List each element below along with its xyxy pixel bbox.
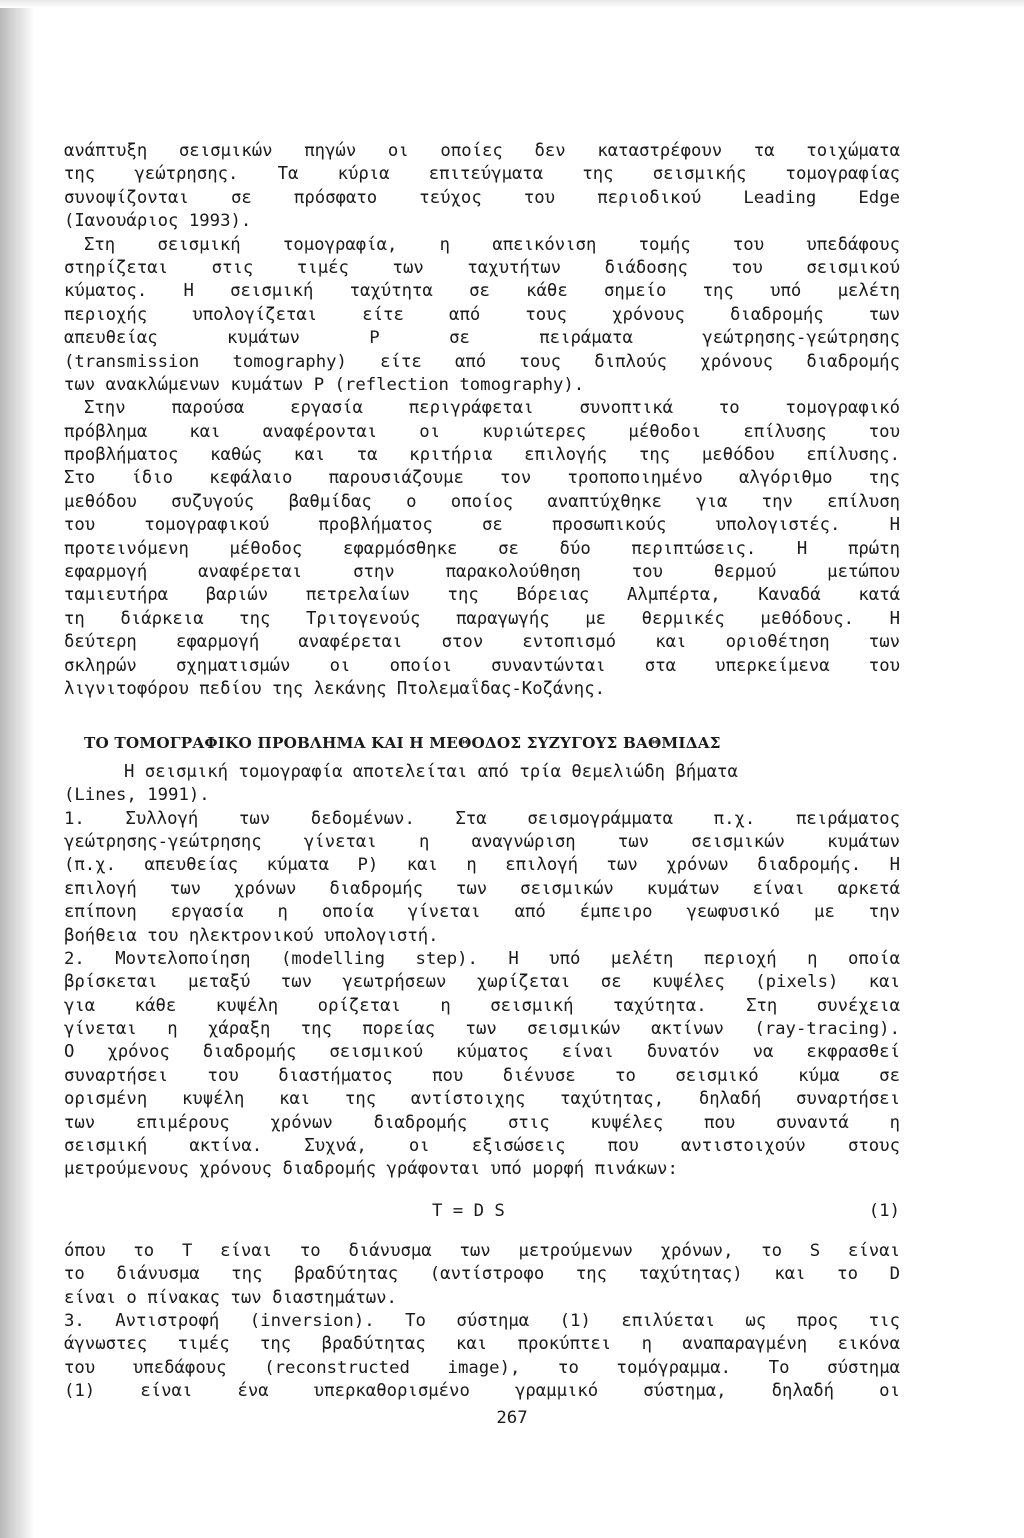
- text-line: απευθείας κυμάτων P σε πειράματα γεώτρησης-γεώτρησης: [64, 328, 900, 349]
- text-line: πρόβλημα και αναφέρονται οι κυριώτερες μέθοδοι επίλυσης του: [64, 421, 900, 442]
- text-line: της γεώτρησης. Τα κύρια επιτεύγματα της σεισμικής τομογραφίας: [64, 164, 900, 185]
- scan-binding-shadow: [0, 0, 34, 1538]
- text-line: όπου το T είναι το διάνυσμα των μετρούμενων χρόνων, το S είναι: [64, 1240, 900, 1261]
- text-line: δεύτερη εφαρμογή αναφέρεται στον εντοπισμό και οριοθέτηση των: [64, 632, 900, 653]
- paragraph-equation-explanation: [64, 1240, 900, 1310]
- text-line: συναρτήσει του διαστήματος που διένυσε το σεισμικό κύμα σε: [64, 1065, 900, 1086]
- text-line: Ο χρόνος διαδρομής σεισμικού κύματος είναι δυνατόν να εκφρασθεί: [64, 1042, 900, 1063]
- text-line: γεώτρησης-γεώτρησης γίνεται η αναγνώριση των σεισμικών κυμάτων: [64, 831, 900, 852]
- text-line: βοήθεια του ηλεκτρονικού υπολογιστή.: [64, 925, 439, 946]
- text-line: ορισμένη κυψέλη και της αντίστοιχης ταχύτητας, δηλαδή συναρτήσει: [64, 1089, 900, 1110]
- text-line: προτεινόμενη μέθοδος εφαρμόσθηκε σε δύο περιπτώσεις. Η πρώτη: [64, 538, 900, 559]
- paragraph-intro-continued: [64, 140, 900, 234]
- text-line: (transmission tomography) είτε από τους διπλούς χρόνους διαδρομής: [64, 351, 900, 372]
- section-spacer: [64, 701, 900, 724]
- text-line: ταμιευτήρα βαριών πετρελαίων της Βόρειας Αλμπέρτα, Καναδά κατά: [64, 585, 900, 606]
- text-line: 1. Συλλογή των δεδομένων. Στα σεισμογράμματα π.χ. πειράματος: [64, 808, 900, 829]
- page-number: 267: [496, 1408, 528, 1428]
- text-line: των επιμέρους χρόνων διαδρομής στις κυψέλες που συναντά η: [64, 1112, 900, 1133]
- text-line: του τομογραφικού προβλήματος σε προσωπικούς υπολογιστές. Η: [64, 515, 900, 536]
- text-line: Στην παρούσα εργασία περιγράφεται συνοπτικά το τομογραφικό: [84, 398, 900, 419]
- text-line: εφαρμογή αναφέρεται στην παρακολούθηση του θερμού μετώπου: [64, 562, 900, 583]
- text-line: άγνωστες τιμές της βραδύτητας και προκύπτει η αναπαραγμένη εικόνα: [64, 1334, 900, 1355]
- text-line: Στη σεισμική τομογραφία, η απεικόνιση τομής του υπεδάφους: [84, 234, 900, 255]
- text-line: βρίσκεται μεταξύ των γεωτρήσεων χωρίζεται σε κυψέλες (pixels) και: [64, 972, 900, 993]
- text-line: σεισμική ακτίνα. Συχνά, οι εξισώσεις που αντιστοιχούν στους: [64, 1136, 900, 1157]
- text-line: (Lines, 1991).: [64, 785, 210, 806]
- text-line: Η σεισμική τομογραφία αποτελείται από τρία θεμελιώδη βήματα: [124, 761, 738, 782]
- paragraph-three-steps: [64, 761, 900, 808]
- text-line: των ανακλώμενων κυμάτων P (reflection tomography).: [64, 374, 585, 395]
- text-line: (π.χ. απευθείας κύματα P) και η επιλογή των χρόνων διαδρομής. Η: [64, 855, 900, 876]
- equation: T = D S: [432, 1200, 505, 1221]
- section-heading: ΤΟ ΤΟΜΟΓΡΑΦΙΚΟ ΠΡΟΒΛΗΜΑ ΚΑΙ Η ΜΕΘΟΔΟΣ ΣΥΖΥΓΟΥΣ ΒΑΘΜΙΔΑΣ: [84, 733, 721, 752]
- text-line: λιγνιτοφόρου πεδίου της λεκάνης Πτολεμαΐδας-Κοζάνης.: [64, 678, 606, 699]
- scan-top-shadow: [0, 0, 1024, 8]
- paragraph-tomography-definition: [64, 234, 900, 398]
- text-line: επίπονη εργασία η οποία γίνεται από έμπειρο γεωφυσικό με την: [64, 902, 900, 923]
- text-line: γίνεται η χάραξη της πορείας των σεισμικών ακτίνων (ray-tracing).: [64, 1019, 900, 1040]
- paragraph-paper-outline: [64, 397, 900, 701]
- text-line: του υπεδάφους (reconstructed image), το τομόγραμμα. Το σύστημα: [64, 1357, 900, 1378]
- step-inversion: [64, 1310, 900, 1404]
- page-body: [64, 140, 900, 1404]
- text-line: για κάθε κυψέλη ορίζεται η σεισμική ταχύτητα. Στη συνέχεια: [64, 995, 900, 1016]
- text-line: συνοψίζονται σε πρόσφατο τεύχος του περιοδικού Leading Edge: [64, 187, 900, 208]
- text-line: σκληρών σχηματισμών οι οποίοι συναντώνται στα υπερκείμενα του: [64, 655, 900, 676]
- equation-number: (1): [868, 1200, 900, 1221]
- text-line: 3. Αντιστροφή (inversion). Το σύστημα (1) επιλύεται ως προς τις: [64, 1310, 900, 1331]
- text-line: μεθόδου συζυγούς βαθμίδας ο οποίος αναπτύχθηκε για την επίλυση: [64, 491, 900, 512]
- text-line: (Ιανουάριος 1993).: [64, 211, 252, 232]
- step-data-collection: [64, 808, 900, 948]
- text-line: στηρίζεται στις τιμές των ταχυτήτων διάδοσης του σεισμικού: [64, 257, 900, 278]
- equation-block: [64, 1182, 900, 1240]
- text-line: είναι ο πίνακας των διαστημάτων.: [64, 1287, 397, 1308]
- text-line: το διάνυσμα της βραδύτητας (αντίστροφο της ταχύτητας) και το D: [64, 1264, 900, 1285]
- text-line: κύματος. Η σεισμική ταχύτητα σε κάθε σημείο της υπό μελέτη: [64, 281, 900, 302]
- text-line: προβλήματος καθώς και τα κριτήρια επιλογής της μεθόδου επίλυσης.: [64, 445, 900, 466]
- text-line: επιλογή των χρόνων διαδρομής των σεισμικών κυμάτων είναι αρκετά: [64, 878, 900, 899]
- text-line: 2. Μοντελοποίηση (modelling step). Η υπό μελέτη περιοχή η οποία: [64, 948, 900, 969]
- step-modelling: [64, 948, 900, 1182]
- text-line: μετρούμενους χρόνους διαδρομής γράφονται υπό μορφή πινάκων:: [64, 1159, 678, 1180]
- text-line: περιοχής υπολογίζεται είτε από τους χρόνους διαδρομής των: [64, 304, 900, 325]
- text-line: Στο ίδιο κεφάλαιο παρουσιάζουμε τον τροποποιημένο αλγόριθμο της: [64, 468, 900, 489]
- text-line: (1) είναι ένα υπερκαθορισμένο γραμμικό σύστημα, δηλαδή οι: [64, 1381, 900, 1402]
- text-line: τη διάρκεια της Τριτογενούς παραγωγής με θερμικές μεθόδους. Η: [64, 608, 900, 629]
- text-line: ανάπτυξη σεισμικών πηγών οι οποίες δεν καταστρέφουν τα τοιχώματα: [64, 141, 900, 161]
